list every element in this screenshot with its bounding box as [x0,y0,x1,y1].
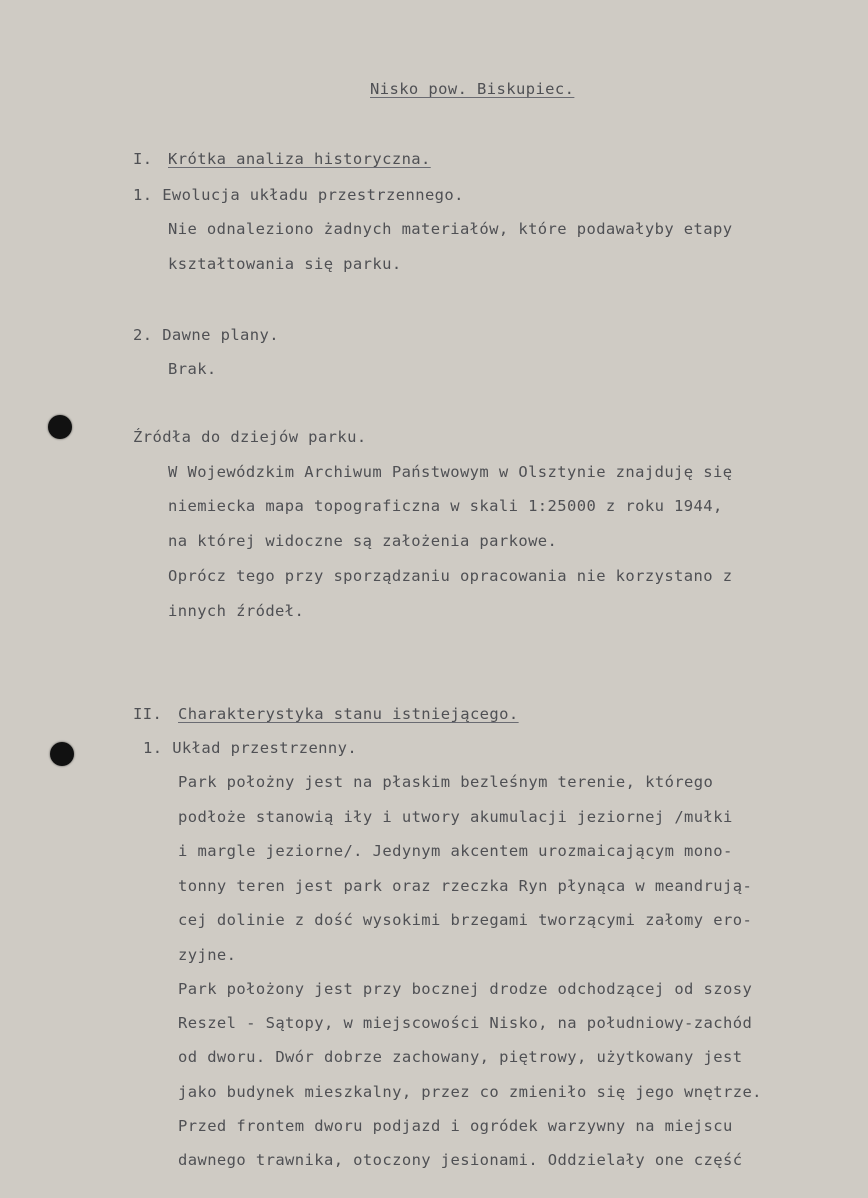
section-1-item-1-line: Nie odnaleziono żadnych materiałów, które podawałyby etapy [168,220,733,238]
punch-hole-bottom [50,742,74,766]
section-2-line: Reszel - Sątopy, w miejscowości Nisko, na południowy-zachód [178,1014,753,1032]
section-2-line: dawnego trawnika, otoczony jesionami. Oddzielały one część [178,1151,743,1169]
section-2-line: Park położny jest na płaskim bezleśnym terenie, którego [178,773,714,791]
sources-line: Oprócz tego przy sporządzaniu opracowania nie korzystano z [168,567,733,585]
sources-title: Źródła do dziejów parku. [133,428,367,446]
sources-line: na której widoczne są założenia parkowe. [168,532,558,550]
section-2-line: Przed frontem dworu podjazd i ogródek warzywny na miejscu [178,1117,733,1135]
section-2-line: jako budynek mieszkalny, przez co zmieniło się jego wnętrze. [178,1083,762,1101]
section-1-item-2-title: 2. Dawne plany. [133,326,279,344]
section-2-line: podłoże stanowią iły i utwory akumulacji jeziornej /mułki [178,808,733,826]
section-1-item-1-title: 1. Ewolucja układu przestrzennego. [133,186,464,204]
section-2-line: cej dolinie z dość wysokimi brzegami tworzącymi załomy ero- [178,911,753,929]
section-2-line: tonny teren jest park oraz rzeczka Ryn płynąca w meandrują- [178,877,753,895]
sources-line: niemiecka mapa topograficzna w skali 1:25000 z roku 1944, [168,497,723,515]
sources-line: W Wojewódzkim Archiwum Państwowym w Olsztynie znajduję się [168,463,733,481]
section-2-line: Park położony jest przy bocznej drodze odchodzącej od szosy [178,980,753,998]
section-2-line: i margle jeziorne/. Jedynym akcentem urozmaicającym mono- [178,842,733,860]
section-2-number: II. [133,705,163,723]
section-2-item-1-title: 1. Układ przestrzenny. [143,739,358,757]
section-1-heading: Krótka analiza historyczna. [168,150,431,168]
sources-line: innych źródeł. [168,602,305,620]
section-2-line: zyjne. [178,946,237,964]
section-2-heading: Charakterystyka stanu istniejącego. [178,705,519,723]
section-1-number: I. [133,150,153,168]
section-1-item-2-line: Brak. [168,360,217,378]
punch-hole-top [48,415,72,439]
document-title: Nisko pow. Biskupiec. [370,80,575,98]
section-1-item-1-line: kształtowania się parku. [168,255,402,273]
section-2-line: od dworu. Dwór dobrze zachowany, piętrowy, użytkowany jest [178,1048,743,1066]
